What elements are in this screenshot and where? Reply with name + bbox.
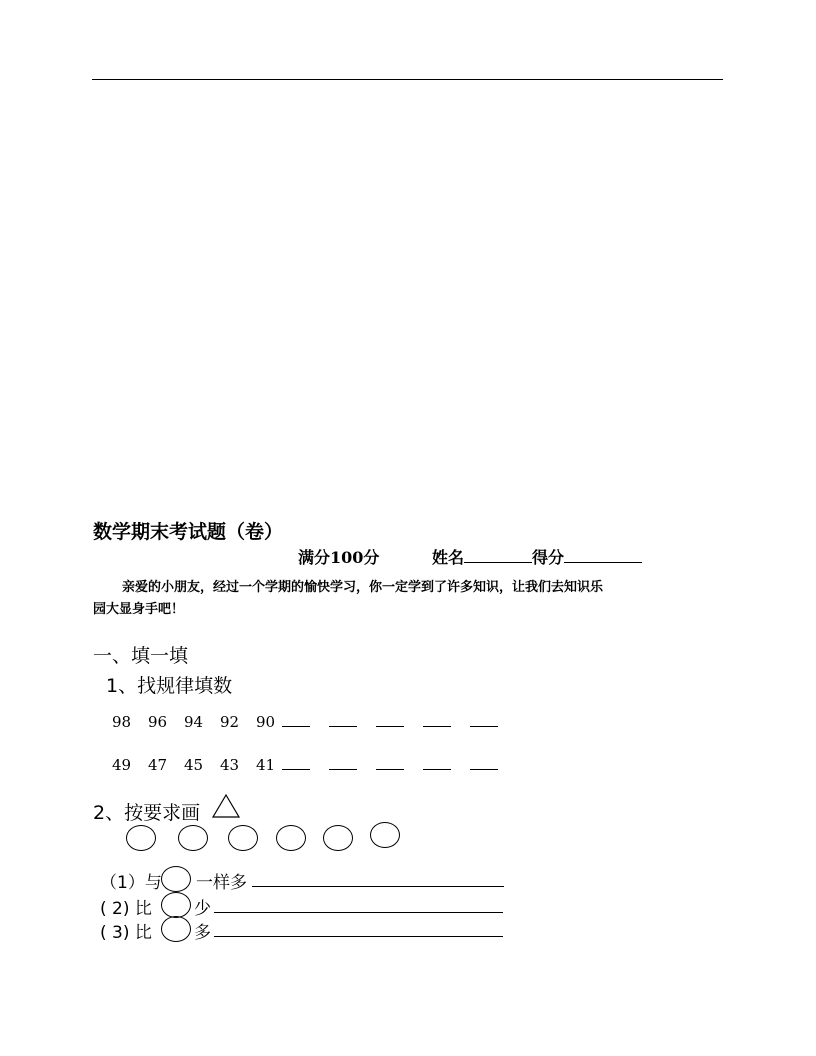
circle-icon (161, 892, 191, 918)
answer-line-1[interactable] (252, 886, 504, 887)
circle-icon (370, 822, 400, 848)
seq2-num: 41 (256, 756, 276, 774)
score-label: 得分 (532, 548, 565, 567)
seq2-blank[interactable] (423, 755, 451, 770)
seq2-num: 49 (112, 756, 132, 774)
seq1-num: 92 (220, 713, 240, 731)
item-2-suffix: 少 (194, 899, 211, 919)
header-rule (92, 79, 723, 80)
item-2 (100, 894, 152, 919)
name-blank[interactable] (464, 548, 532, 563)
name-field (432, 545, 642, 568)
answer-line-3[interactable] (214, 936, 503, 937)
seq1-blank[interactable] (376, 712, 404, 727)
item-1-suffix: 一样多 (196, 873, 247, 893)
item-1 (100, 868, 162, 893)
seq2-blank[interactable] (329, 755, 357, 770)
circle-icon (178, 825, 208, 851)
item-3 (100, 918, 152, 943)
score-blank[interactable] (564, 548, 642, 563)
circle-icon (161, 916, 191, 942)
item-1-prefix: （1）与 (100, 873, 162, 893)
seq2-num: 45 (184, 756, 204, 774)
seq2-num: 47 (148, 756, 168, 774)
item-2-prefix: ( 2) 比 (100, 899, 152, 919)
sequence-row-1 (112, 712, 517, 731)
sequence-row-2 (112, 755, 517, 774)
intro-line-1: 亲爱的小朋友，经过一个学期的愉快学习，你一定学到了许多知识，让我们去知识乐 (122, 580, 604, 595)
circle-icon (323, 825, 353, 851)
circle-icon (161, 866, 191, 892)
seq1-blank[interactable] (282, 712, 310, 727)
question-1-label: 1、找规律填数 (106, 675, 233, 697)
section-heading: 一、填一填 (93, 645, 189, 667)
seq1-num: 94 (184, 713, 204, 731)
seq1-num: 90 (256, 713, 276, 731)
item-3-prefix: ( 3) 比 (100, 923, 152, 943)
seq2-blank[interactable] (470, 755, 498, 770)
seq1-blank[interactable] (470, 712, 498, 727)
question-2-label: 2、按要求画 (93, 802, 201, 824)
seq1-num: 98 (112, 713, 132, 731)
item-3-suffix: 多 (194, 923, 211, 943)
circle-icon (276, 825, 306, 851)
seq2-blank[interactable] (282, 755, 310, 770)
circle-icon (126, 825, 156, 851)
triangle-icon (211, 793, 241, 819)
seq1-blank[interactable] (329, 712, 357, 727)
name-label: 姓名 (432, 548, 465, 567)
exam-title: 数学期末考试题（卷） (93, 521, 284, 543)
full-score: 满分100分 (298, 548, 380, 567)
seq1-num: 96 (148, 713, 168, 731)
seq2-num: 43 (220, 756, 240, 774)
answer-line-2[interactable] (214, 912, 503, 913)
circle-icon (228, 825, 258, 851)
intro-line-2: 园大显身手吧！ (93, 602, 185, 617)
seq1-blank[interactable] (423, 712, 451, 727)
seq2-blank[interactable] (376, 755, 404, 770)
